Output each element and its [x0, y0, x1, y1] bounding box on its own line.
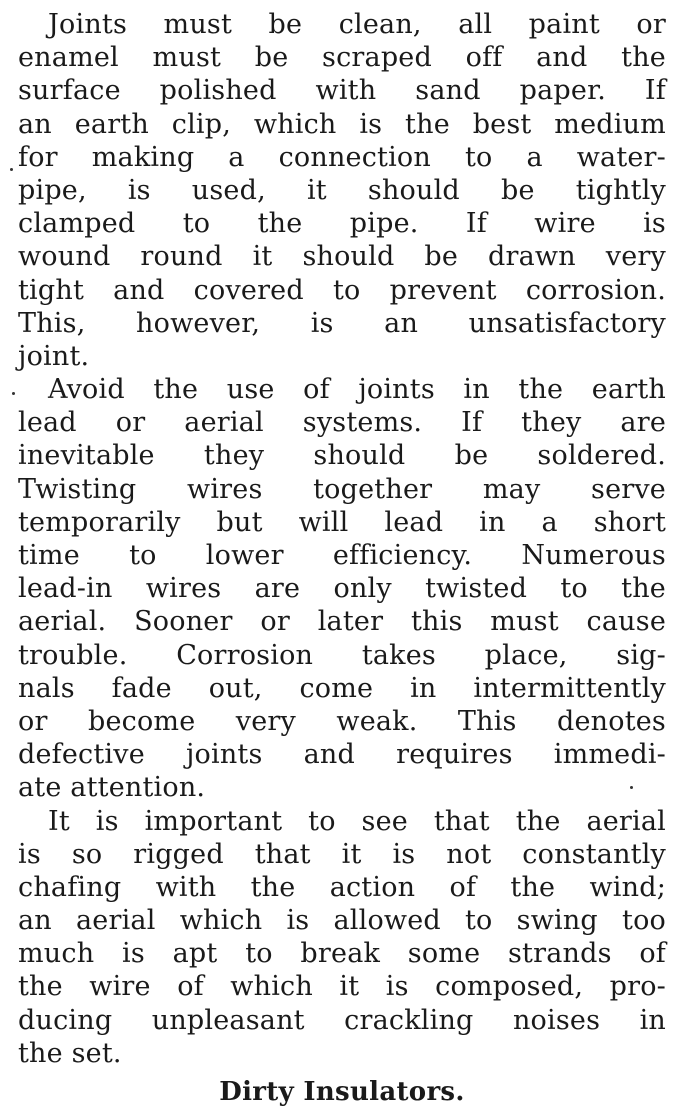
paragraph-2 [18, 373, 666, 804]
print-speck [630, 786, 633, 789]
text-line: is so rigged that it is not constantly [18, 838, 666, 870]
text-line: the set. [18, 1037, 122, 1069]
text-line: chafing with the action of the wind; [18, 871, 666, 903]
print-speck [10, 168, 13, 171]
text-line: for making a connection to a water- [18, 141, 666, 173]
text-line: aerial. Sooner or later this must cause [18, 606, 666, 638]
text-line: Avoid the use of joints in the earth [48, 374, 666, 406]
section-heading: Dirty Insulators. [219, 1077, 465, 1107]
text-line: It is important to see that the aerial [48, 805, 666, 837]
text-line: inevitable they should be soldered. [18, 440, 666, 472]
text-line: much is apt to break some strands of [18, 938, 666, 970]
text-line: ate attention. [18, 772, 206, 804]
text-line: clamped to the pipe. If wire is [18, 208, 666, 240]
text-line: lead or aerial systems. If they are [18, 407, 666, 439]
text-line: Joints must be clean, all paint or [48, 9, 666, 40]
text-line: ducing unpleasant crackling noises in [18, 1004, 666, 1036]
text-line: pipe, is used, it should be tightly [18, 174, 666, 206]
text-line: surface polished with sand paper. If [18, 75, 666, 107]
text-line: This, however, is an unsatisfactory [18, 307, 666, 339]
text-line: Twisting wires together may serve [18, 473, 666, 505]
text-line: tight and covered to prevent corrosion. [18, 274, 666, 306]
text-line: time to lower efficiency. Numerous [18, 540, 666, 571]
text-line: an aerial which is allowed to swing too [18, 905, 666, 937]
text-line: an earth clip, which is the best medium [18, 108, 666, 140]
paragraph-1 [18, 8, 666, 373]
text-line: wound round it should be drawn very [18, 241, 666, 273]
print-speck [12, 392, 15, 395]
text-line: joint. [18, 340, 90, 372]
text-line: trouble. Corrosion takes place, sig- [18, 639, 666, 671]
text-line: lead-in wires are only twisted to the [18, 573, 666, 605]
article-column [18, 8, 666, 1112]
text-line: nals fade out, come in intermittently [18, 672, 666, 704]
text-line: or become very weak. This denotes [18, 705, 666, 737]
text-line: the wire of which it is composed, pro- [18, 971, 666, 1003]
text-line: temporarily but will lead in a short [18, 506, 666, 538]
text-line: enamel must be scraped off and the [18, 42, 666, 74]
paragraph-3 [18, 805, 666, 1071]
text-line: defective joints and requires immedi- [18, 739, 666, 771]
